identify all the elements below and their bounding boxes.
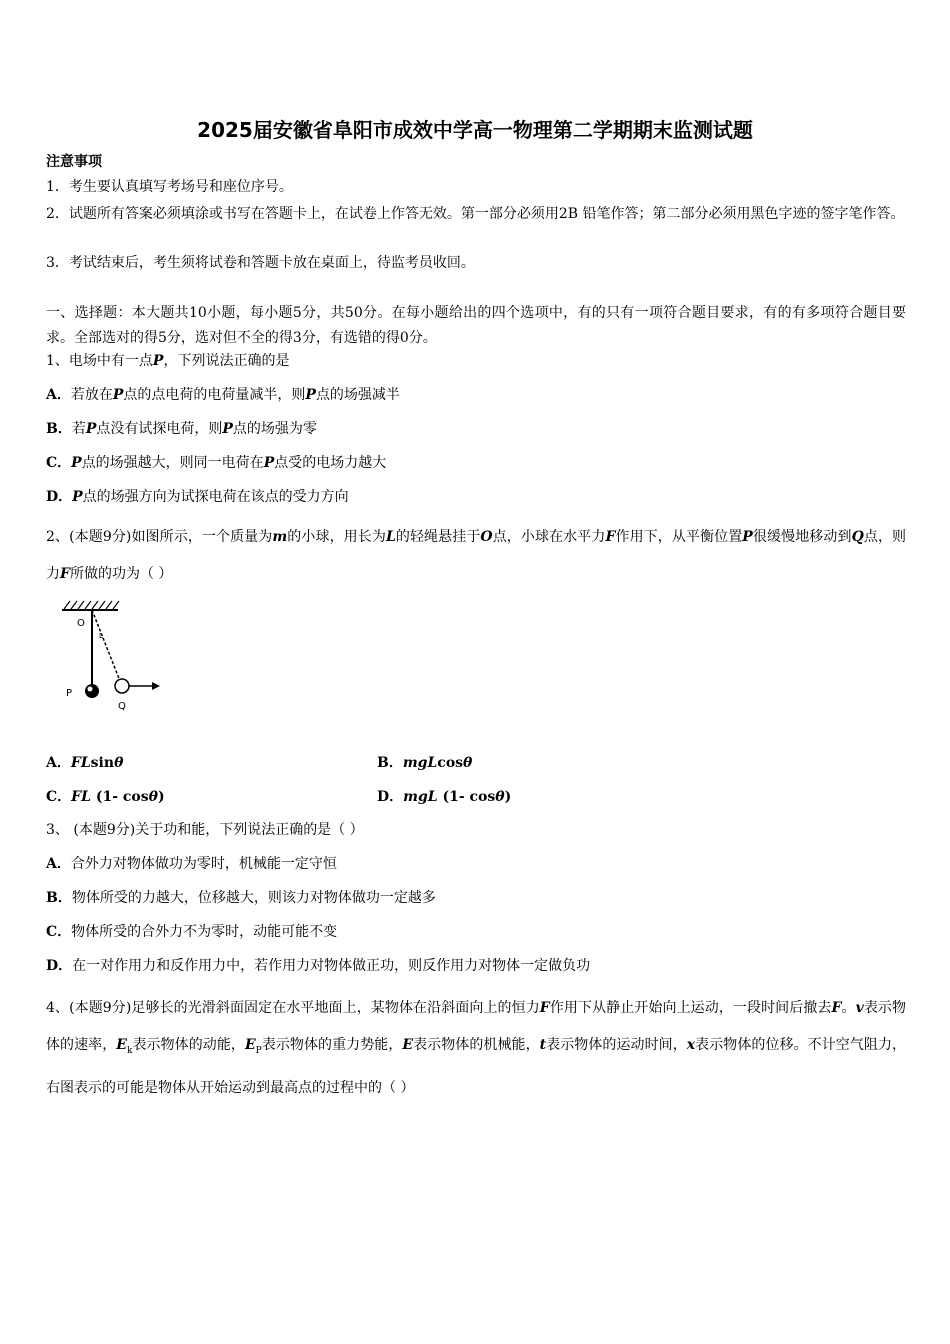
option-text: 在一对作用力和反作用力中，若作用力对物体做正功，则反作用力对物体一定做负功: [72, 958, 591, 974]
q4-stem: [46, 990, 906, 1107]
q1-var-p: P: [152, 353, 164, 369]
option-label: B．: [46, 890, 72, 906]
option-theta: θ: [114, 755, 124, 771]
q4-text: 4、(本题9分)足够长的光滑斜面固定在水平地面上，某物体在沿斜面向上的恒力: [46, 1000, 540, 1016]
section-header: 一、选择题：本大题共10小题，每小题5分，共50分。在每小题给出的四个选项中，有的只有一项符合题目要求，有的有多项符合题目要求。全部选对的得5分，选对但不全的得3分，有选错的得0分。: [46, 305, 906, 346]
option-text: 物体所受的力越大，位移越大，则该力对物体做功一定越多: [71, 890, 436, 906]
option-text: cos: [437, 755, 464, 771]
q2-text: 点，则力: [46, 529, 907, 582]
q1-option-b[interactable]: [46, 419, 317, 439]
q2-option-a[interactable]: [46, 752, 123, 772]
option-label: B．: [46, 421, 72, 437]
option-text: (1- cos: [437, 789, 496, 805]
q1-stem: [46, 351, 289, 371]
q3-stem: 3、 (本题9分)关于功和能，下列说法正确的是（ ）: [46, 822, 364, 838]
q4-text: 表示物体的动能，: [132, 1037, 245, 1053]
q1-stem-prefix: 1、电场中有一点: [46, 353, 153, 369]
q4-var-x: x: [686, 1037, 696, 1053]
q3-option-d[interactable]: [46, 956, 590, 976]
q4-text: 表示物体的机械能，: [413, 1037, 540, 1053]
q4-sub-p: P: [255, 1045, 262, 1056]
option-var: mgL: [402, 755, 438, 771]
q4-text: 。: [841, 1000, 856, 1016]
q2-option-d[interactable]: [377, 786, 511, 806]
q3-option-c[interactable]: [46, 922, 337, 942]
q2-stem: [46, 519, 906, 593]
option-text: 若放在: [70, 387, 113, 403]
option-var: P: [112, 387, 124, 403]
option-label: D．: [46, 958, 73, 974]
option-label: D．: [46, 489, 73, 505]
q4-var-ep: E: [244, 1037, 256, 1053]
q2-text: 很缓慢地移动到: [752, 529, 852, 545]
page-title: 2025届安徽省阜阳市成效中学高一物理第二学期期末监测试题: [197, 118, 753, 142]
option-text: 点的场强减半: [315, 387, 400, 403]
note-item-1: 1．考生要认真填写考场号和座位序号。: [46, 179, 293, 195]
option-label: A．: [46, 387, 71, 403]
q1-option-d[interactable]: [46, 487, 349, 507]
q3-option-a[interactable]: [46, 854, 337, 874]
option-text: 点的场强越大，则同一电荷在: [81, 455, 264, 471]
label-p: P: [66, 688, 73, 699]
q2-text: 的轻绳悬挂于: [395, 529, 481, 545]
option-text: 点的点电荷的电荷量减半，则: [123, 387, 306, 403]
option-text: sin: [90, 755, 115, 771]
q2-text: 点，小球在水平力: [492, 529, 606, 545]
option-text: 物体所受的合外力不为零时，动能可能不变: [71, 924, 338, 940]
option-var: FL: [70, 755, 91, 771]
ball-p: [85, 684, 99, 698]
label-q: Q: [118, 701, 126, 712]
q4-text: 表示物体的位移。不计空气阻力，右图表示的可能是物体从开始运动到最高点的过程中的（ ）: [46, 1037, 907, 1096]
option-text: ): [157, 789, 165, 805]
option-var: P: [85, 421, 97, 437]
option-label: A．: [46, 856, 71, 872]
q4-var-v: v: [855, 1000, 864, 1016]
q4-var-t: t: [539, 1037, 547, 1053]
option-var: P: [222, 421, 233, 437]
q2-var-p: P: [742, 529, 753, 545]
q1-option-a[interactable]: [46, 385, 400, 405]
q4-sub-k: k: [126, 1045, 133, 1056]
q2-var-q: Q: [851, 529, 864, 545]
q2-text: 作用下，从平衡位置: [615, 529, 743, 545]
option-label: C．: [46, 455, 72, 471]
option-label: B．: [377, 755, 403, 771]
q2-text: 所做的功为（ ）: [69, 566, 173, 582]
label-o: O: [77, 618, 85, 629]
force-arrow-head: [152, 682, 160, 690]
q4-text: 表示物体的重力势能，: [261, 1037, 403, 1053]
label-l: L: [99, 632, 103, 640]
option-text: ): [504, 789, 512, 805]
option-var: mgL: [403, 789, 438, 805]
option-theta: θ: [495, 789, 505, 805]
option-text: 点没有试探电荷，则: [96, 421, 223, 437]
notes-heading: 注意事项: [46, 154, 102, 170]
q2-var-l: L: [385, 529, 396, 545]
note-item-3: 3．考试结束后，考生须将试卷和答题卡放在桌面上，待监考员收回。: [46, 255, 475, 271]
option-text: 若: [71, 421, 86, 437]
q4-var-f: F: [831, 1000, 842, 1016]
q4-var-e: E: [402, 1037, 414, 1053]
q2-text: 2、(本题9分)如图所示，一个质量为: [46, 529, 273, 545]
option-label: C．: [46, 789, 72, 805]
note-item-2: 2．试题所有答案必须填涂或书写在答题卡上，在试卷上作答无效。第一部分必须用2B 铅笔作答；第二部分必须用黑色字迹的签字笔作答。: [46, 206, 905, 222]
ball-q: [115, 679, 129, 693]
q1-stem-suffix: ，下列说法正确的是: [163, 353, 290, 369]
q2-text: 的小球，用长为: [287, 529, 386, 545]
option-label: C．: [46, 924, 72, 940]
q4-text: 作用下从静止开始向上运动，一段时间后撤去: [549, 1000, 832, 1016]
option-text: 点的场强方向为试探电荷在该点的受力方向: [82, 489, 349, 505]
q2-option-b[interactable]: [377, 752, 472, 772]
q1-option-c[interactable]: [46, 453, 386, 473]
q2-option-c[interactable]: [46, 786, 165, 806]
string-displaced: [92, 610, 120, 681]
ball-p-highlight: [88, 687, 93, 692]
q4-text: 表示物体的运动时间，: [546, 1037, 687, 1053]
option-var: P: [72, 489, 83, 505]
option-theta: θ: [463, 755, 473, 771]
pendulum-figure: [56, 596, 168, 716]
q4-var-f: F: [539, 1000, 550, 1016]
q4-text: 表示物体的速率，: [46, 1000, 906, 1053]
option-text: 点的场强为零: [232, 421, 317, 437]
option-text: 点受的电场力越大: [274, 455, 387, 471]
q3-option-b[interactable]: [46, 888, 436, 908]
option-label: D．: [377, 789, 404, 805]
q2-var-f: F: [605, 529, 616, 545]
option-var: P: [263, 455, 275, 471]
option-var: P: [305, 387, 316, 403]
option-text: 合外力对物体做功为零时，机械能一定守恒: [70, 856, 337, 872]
option-text: (1- cos: [90, 789, 149, 805]
option-theta: θ: [148, 789, 158, 805]
option-label: A．: [46, 755, 71, 771]
q4-var-ek: E: [116, 1037, 127, 1053]
q2-var-f: F: [60, 566, 70, 582]
ceiling-hatch: [64, 601, 119, 609]
option-var: P: [71, 455, 82, 471]
option-var: FL: [71, 789, 91, 805]
q2-var-m: m: [272, 529, 288, 545]
q2-var-o: O: [480, 529, 493, 545]
